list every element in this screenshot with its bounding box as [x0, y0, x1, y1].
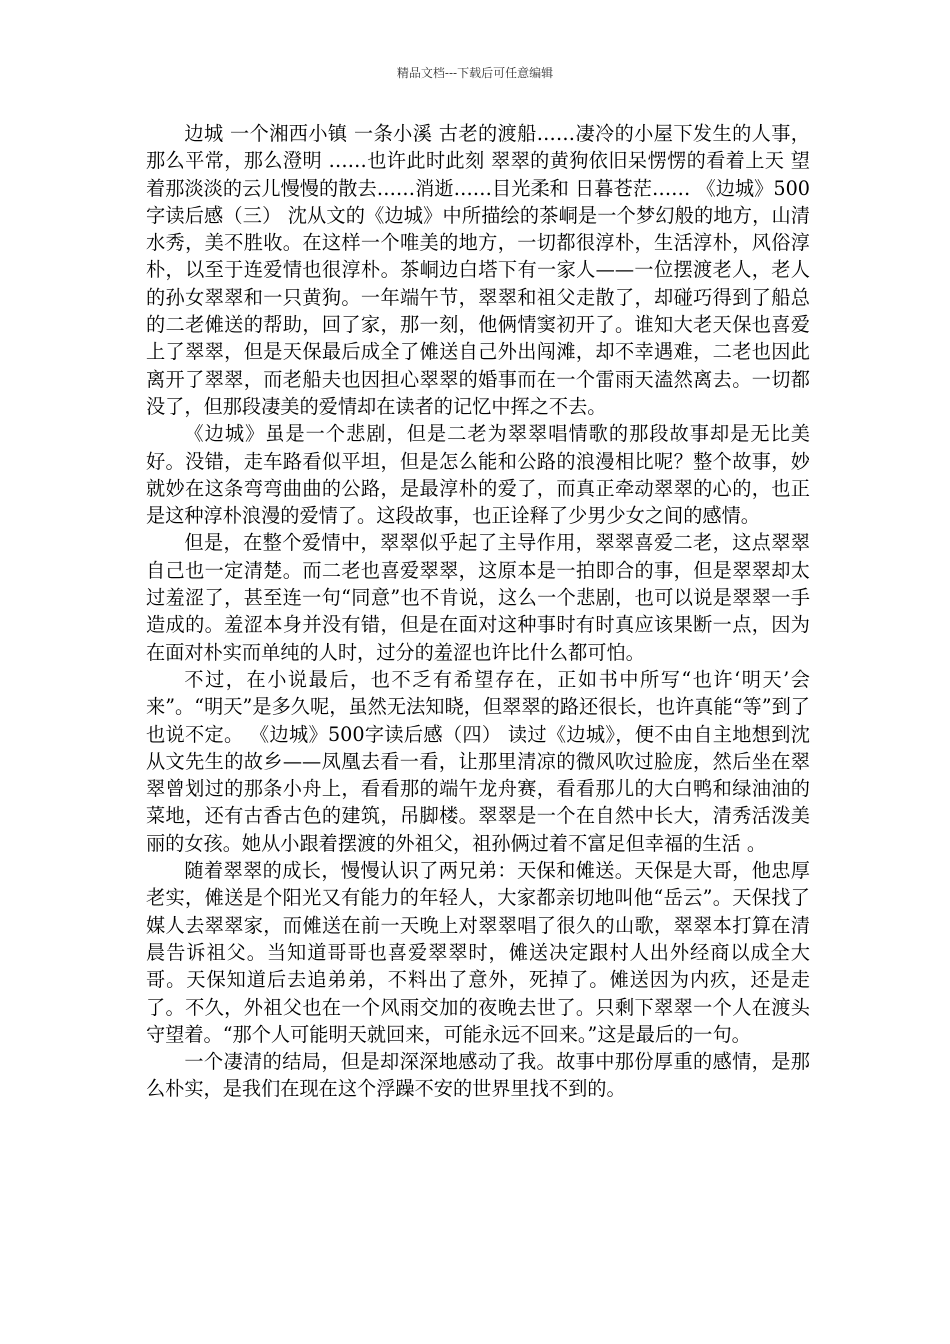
paragraph-3: 但是，在整个爱情中，翠翠似乎起了主导作用，翠翠喜爱二老，这点翠翠自己也一定清楚。而二老也喜爱翠翠，这原本是一拍即合的事，但是翠翠却太过羞涩了，甚至连一句“同意”也不肯说，这么一个悲剧，也可以说是翠翠一手造成的。羞涩本身并没有错，但是在面对这种事时有时真应该果断一点，因为在面对朴实而单纯的人时，过分的羞涩也许比什么都可怕。 [146, 531, 810, 664]
document-body [146, 120, 810, 1103]
paragraph-5: 随着翠翠的成长，慢慢认识了两兄弟：天保和傩送。天保是大哥，他忠厚老实，傩送是个阳光又有能力的年轻人，大家都亲切地叫他“岳云”。天保找了媒人去翠翠家，而傩送在前一天晚上对翠翠唱了很久的山歌，翠翠本打算在清晨告诉祖父。当知道哥哥也喜爱翠翠时，傩送决定跟村人出外经商以成全大哥。天保知道后去追弟弟，不料出了意外，死掉了。傩送因为内疚，还是走了。不久，外祖父也在一个风雨交加的夜晚去世了。只剩下翠翠一个人在渡头守望着。“那个人可能明天就回来，可能永远不回来。”这是最后的一句。 [146, 859, 810, 1046]
paragraph-1: 边城 一个湘西小镇 一条小溪 古老的渡船……凄冷的小屋下发生的人事，那么平常，那么澄明 ……也许此时此刻 翠翠的黄狗依旧呆愣愣的看着上天 望着那淡淡的云儿慢慢的散去……消逝……目光柔和 日暮苍茫…… 《边城》500字读后感（三） 沈从文的《边城》中所描绘的茶峒是一个梦幻般的地方，山清水秀，美不胜收。在这样一个唯美的地方，一切都很淳朴，生活淳朴，风俗淳朴，以至于连爱情也很淳朴。茶峒边白塔下有一家人——一位摆渡老人，老人的孙女翠翠和一只黄狗。一年端午节，翠翠和祖父走散了，却碰巧得到了船总的二老傩送的帮助，回了家，那一刻，他俩情窦初开了。谁知大老天保也喜爱上了翠翠，但是天保最后成全了傩送自己外出闯滩，却不幸遇难，二老也因此离开了翠翠，而老船夫也因担心翠翠的婚事而在一个雷雨天溘然离去。一切都没了，但那段凄美的爱情却在读者的记忆中挥之不去。 [146, 122, 810, 418]
paragraph-6: 一个凄清的结局，但是却深深地感动了我。故事中那份厚重的感情，是那么朴实，是我们在现在这个浮躁不安的世界里找不到的。 [146, 1050, 810, 1101]
paragraph-4: 不过，在小说最后，也不乏有希望存在，正如书中所写“也许‘明天’会来”。“明天”是多久呢，虽然无法知晓，但翠翠的路还很长，也许真能“等”到了也说不定。 《边城》500字读后感（四） 读过《边城》，便不由自主地想到沈从文先生的故乡——凤凰去看一看，让那里清凉的微风吹过脸庞，然后坐在翠翠曾划过的那条小舟上，看看那的端午龙舟赛，看看那儿的大白鸭和绿油油的菜地，还有古香古色的建筑，吊脚楼。翠翠是一个在自然中长大，清秀活泼美丽的女孩。她从小跟着摆渡的外祖父，祖孙俩过着不富足但幸福的生活 。 [146, 667, 810, 855]
paragraph-2: 《边城》虽是一个悲剧，但是二老为翠翠唱情歌的那段故事却是无比美好。没错，走车路看似平坦，但是怎么能和公路的浪漫相比呢？整个故事，妙就妙在这条弯弯曲曲的公路，是最淳朴的爱了，而真正牵动翠翠的心的，也正是这种淳朴浪漫的爱情了。这段故事，也正诠释了少男少女之间的感情。 [146, 422, 810, 528]
page-header: 精品文档---下载后可任意编辑 [396, 66, 554, 80]
